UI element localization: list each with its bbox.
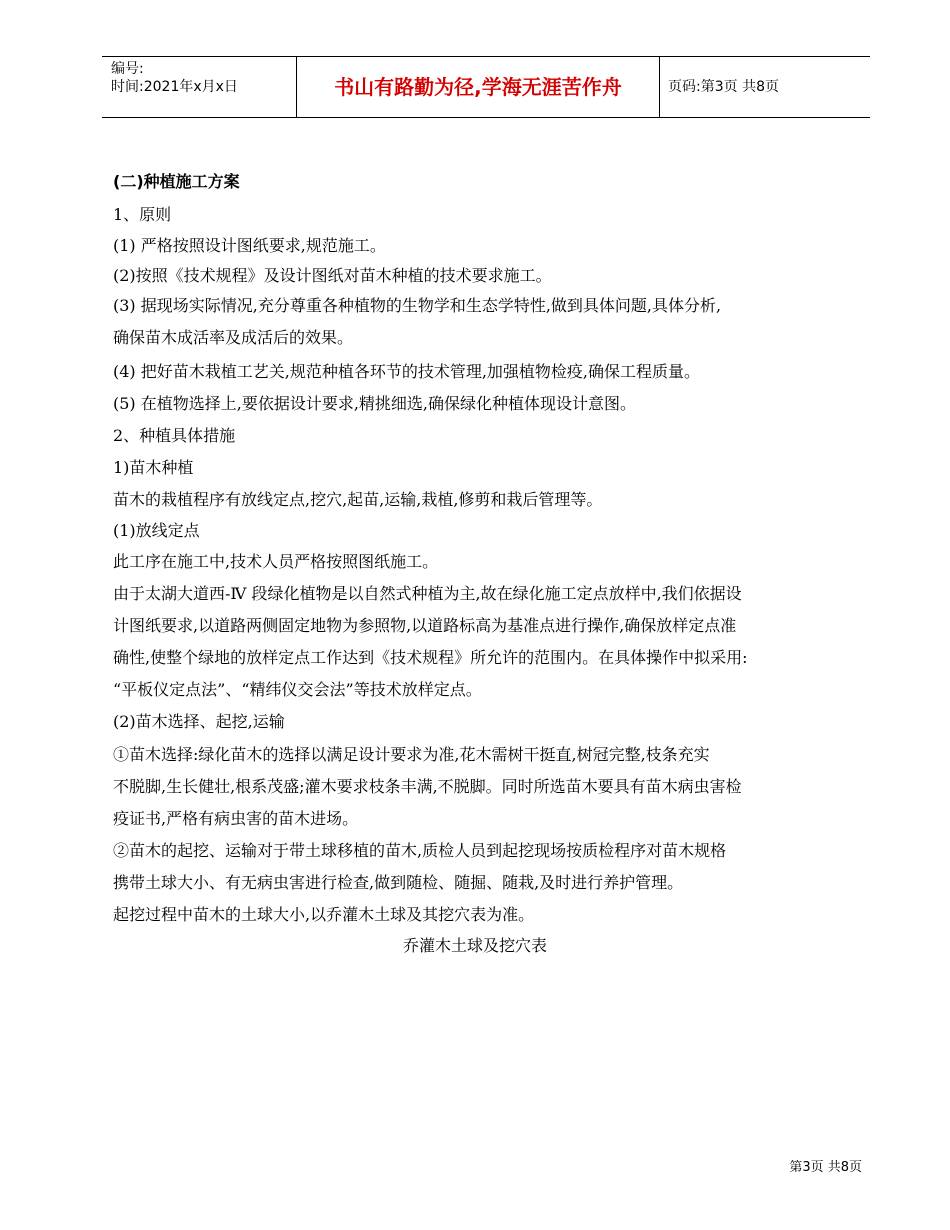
section-title: (二)种植施工方案 bbox=[113, 172, 240, 191]
document-number-label: 编号: bbox=[111, 61, 144, 77]
table-caption: 乔灌木土球及挖穴表 bbox=[402, 936, 547, 955]
layout-heading: (1)放线定点 bbox=[113, 521, 200, 540]
layout-paragraph-line-4: “平板仪定点法”、“精纬仪交会法”等技术放样定点。 bbox=[113, 680, 482, 699]
digging-paragraph-line-3: 起挖过程中苗木的土球大小,以乔灌木土球及其挖穴表为准。 bbox=[113, 905, 535, 924]
layout-text: 此工序在施工中,技术人员严格按照图纸施工。 bbox=[113, 552, 439, 571]
selection-paragraph-line-3: 疫证书,严格有病虫害的苗木进场。 bbox=[113, 809, 359, 828]
principle-item-2: (2)按照《技术规程》及设计图纸对苗木种植的技术要求施工。 bbox=[113, 266, 552, 285]
footer-page-info: 第3页 共8页 bbox=[789, 1160, 862, 1175]
header-meta-cell bbox=[102, 57, 297, 117]
principle-item-4: (4) 把好苗木栽植工艺关,规范种植各环节的技术管理,加强植物检疫,确保工程质量。 bbox=[113, 362, 701, 381]
document-header bbox=[102, 56, 870, 118]
measures-heading: 2、种植具体措施 bbox=[113, 426, 236, 445]
header-page-info: 页码:第3页 共8页 bbox=[668, 79, 779, 95]
principle-item-5: (5) 在植物选择上,要依据设计要求,精挑细选,确保绿化种植体现设计意图。 bbox=[113, 394, 637, 413]
header-motto: 书山有路勤为径,学海无涯苦作舟 bbox=[297, 57, 660, 117]
principle-item-1: (1) 严格按照设计图纸要求,规范施工。 bbox=[113, 236, 386, 255]
layout-paragraph-line-1: 由于太湖大道西-Ⅳ 段绿化植物是以自然式种植为主,故在绿化施工定点放样中,我们依据设 bbox=[113, 584, 742, 603]
digging-paragraph-line-2: 携带土球大小、有无病虫害进行检查,做到随检、随掘、随栽,及时进行养护管理。 bbox=[113, 873, 684, 892]
principle-heading: 1、原则 bbox=[113, 205, 172, 224]
selection-paragraph-line-1: ①苗木选择:绿化苗木的选择以满足设计要求为准,花木需树干挺直,树冠完整,枝条充实 bbox=[113, 745, 710, 764]
principle-item-3-line-2: 确保苗木成活率及成活后的效果。 bbox=[113, 328, 354, 347]
selection-paragraph-line-2: 不脱脚,生长健壮,根系茂盛;灌木要求枝条丰满,不脱脚。同时所选苗木要具有苗木病虫害检 bbox=[113, 777, 742, 796]
planting-procedure: 苗木的栽植程序有放线定点,挖穴,起苗,运输,栽植,修剪和栽后管理等。 bbox=[113, 490, 603, 509]
principle-item-3-line-1: (3) 据现场实际情况,充分尊重各种植物的生物学和生态学特性,做到具体问题,具体分析, bbox=[113, 296, 722, 315]
document-time-label: 时间:2021年x月x日 bbox=[111, 79, 238, 95]
selection-heading: (2)苗木选择、起挖,运输 bbox=[113, 712, 285, 731]
digging-paragraph-line-1: ②苗木的起挖、运输对于带土球移植的苗木,质检人员到起挖现场按质检程序对苗木规格 bbox=[113, 841, 727, 860]
layout-paragraph-line-2: 计图纸要求,以道路两侧固定地物为参照物,以道路标高为基准点进行操作,确保放样定点准 bbox=[113, 616, 737, 635]
layout-paragraph-line-3: 确性,使整个绿地的放样定点工作达到《技术规程》所允许的范围内。在具体操作中拟采用: bbox=[113, 648, 748, 667]
seedling-heading: 1)苗木种植 bbox=[113, 458, 194, 477]
